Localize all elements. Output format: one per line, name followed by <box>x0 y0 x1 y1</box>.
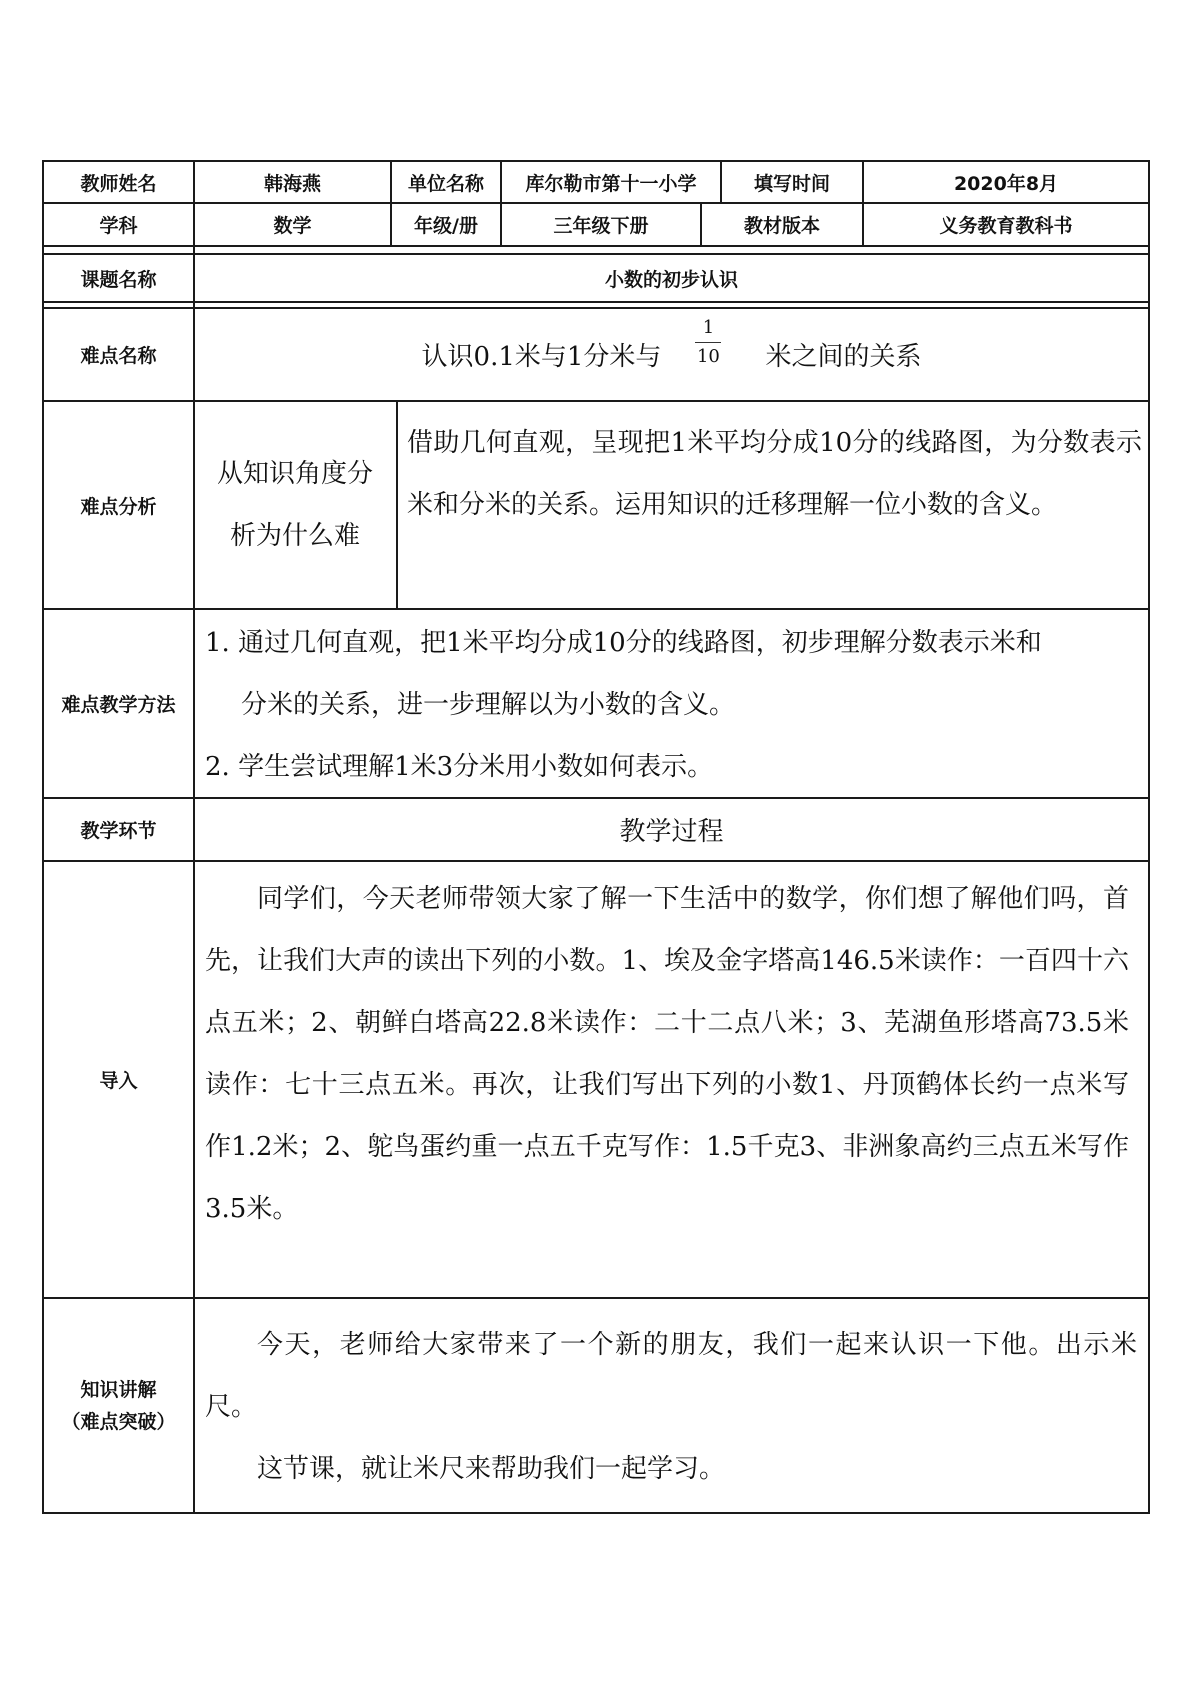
difficulty-label: 难点名称 <box>80 345 157 367</box>
table-rule <box>1148 160 1150 1514</box>
edition-label: 教材版本 <box>743 215 820 237</box>
knowledge-para-1: 今天，老师给大家带来了一个新的朋友，我们一起来认识一下他。出示米尺。 <box>205 1330 1137 1422</box>
method-item-1-line-1: 1. 通过几何直观，把1米平均分成10分的线路图，初步理解分数表示米和 <box>205 628 1042 658</box>
intro-label: 导入 <box>99 1070 138 1092</box>
knowledge-label-line-2: （难点突破） <box>61 1410 176 1433</box>
table-rule <box>42 608 1150 610</box>
analysis-sub-label: 从知识角度分析为什么难 <box>216 459 373 551</box>
difficulty-text-before: 认识0.1米与1分米与 <box>421 342 662 372</box>
fraction-denominator: 10 <box>696 346 720 367</box>
knowledge-label-line-1: 知识讲解 <box>80 1378 157 1401</box>
table-rule <box>42 860 1150 862</box>
table-rule <box>42 245 1150 247</box>
table-rule <box>396 400 398 608</box>
topic-value: 小数的初步认识 <box>604 268 738 291</box>
unit-name-label: 单位名称 <box>407 172 484 195</box>
knowledge-label <box>44 1299 193 1512</box>
method-item-1-line-2: 分米的关系，进一步理解以为小数的含义。 <box>241 690 736 720</box>
edition-value: 义务教育教科书 <box>939 215 1073 237</box>
fill-date-label: 填写时间 <box>753 172 830 195</box>
method-label: 难点教学方法 <box>61 694 176 716</box>
teacher-name-label: 教师姓名 <box>80 172 157 195</box>
intro-text: 同学们，今天老师带领大家了解一下生活中的数学，你们想了解他们吗，首先，让我们大声的读出下列的小数。1、埃及金字塔高146.5米读作：一百四十六点五米；2、朝鲜白塔高22.8米读作：二十二点八米；3、芜湖鱼形塔高73.5米读作：七十三点五米。再次，让我们写出下列的小数1、丹顶鹤体长约一点米写作1.2米；2、鸵鸟蛋约重一点五千克写作：1.5千克3、非洲象高约三点五米写作3.5米。 <box>205 884 1129 1224</box>
fraction <box>695 317 721 368</box>
difficulty-text-after: 米之间的关系 <box>765 342 922 372</box>
grade-value: 三年级下册 <box>553 215 649 237</box>
table-rule <box>42 1512 1150 1514</box>
process-label: 教学环节 <box>80 820 157 842</box>
table-rule <box>42 301 1150 303</box>
analysis-label: 难点分析 <box>80 495 157 518</box>
unit-name-value: 库尔勒市第十一小学 <box>525 172 697 195</box>
table-rule <box>42 1297 1150 1299</box>
fraction-numerator: 1 <box>702 317 715 338</box>
method-item-2: 2. 学生尝试理解1米3分米用小数如何表示。 <box>205 752 714 782</box>
fill-date-value: 2020年8月 <box>953 172 1059 195</box>
subject-label: 学科 <box>99 215 138 237</box>
difficulty-value <box>195 309 1148 400</box>
knowledge-para-2: 这节课，就让米尺来帮助我们一起学习。 <box>257 1454 726 1484</box>
teacher-name-value: 韩海燕 <box>263 172 321 195</box>
process-value: 教学过程 <box>619 817 724 847</box>
subject-value: 数学 <box>273 215 312 237</box>
fraction-bar <box>695 342 721 343</box>
topic-label: 课题名称 <box>80 268 157 291</box>
grade-label: 年级/册 <box>414 215 478 237</box>
analysis-text: 借助几何直观，呈现把1米平均分成10分的线路图，为分数表示米和分米的关系。运用知识的迁移理解一位小数的含义。 <box>407 428 1142 520</box>
